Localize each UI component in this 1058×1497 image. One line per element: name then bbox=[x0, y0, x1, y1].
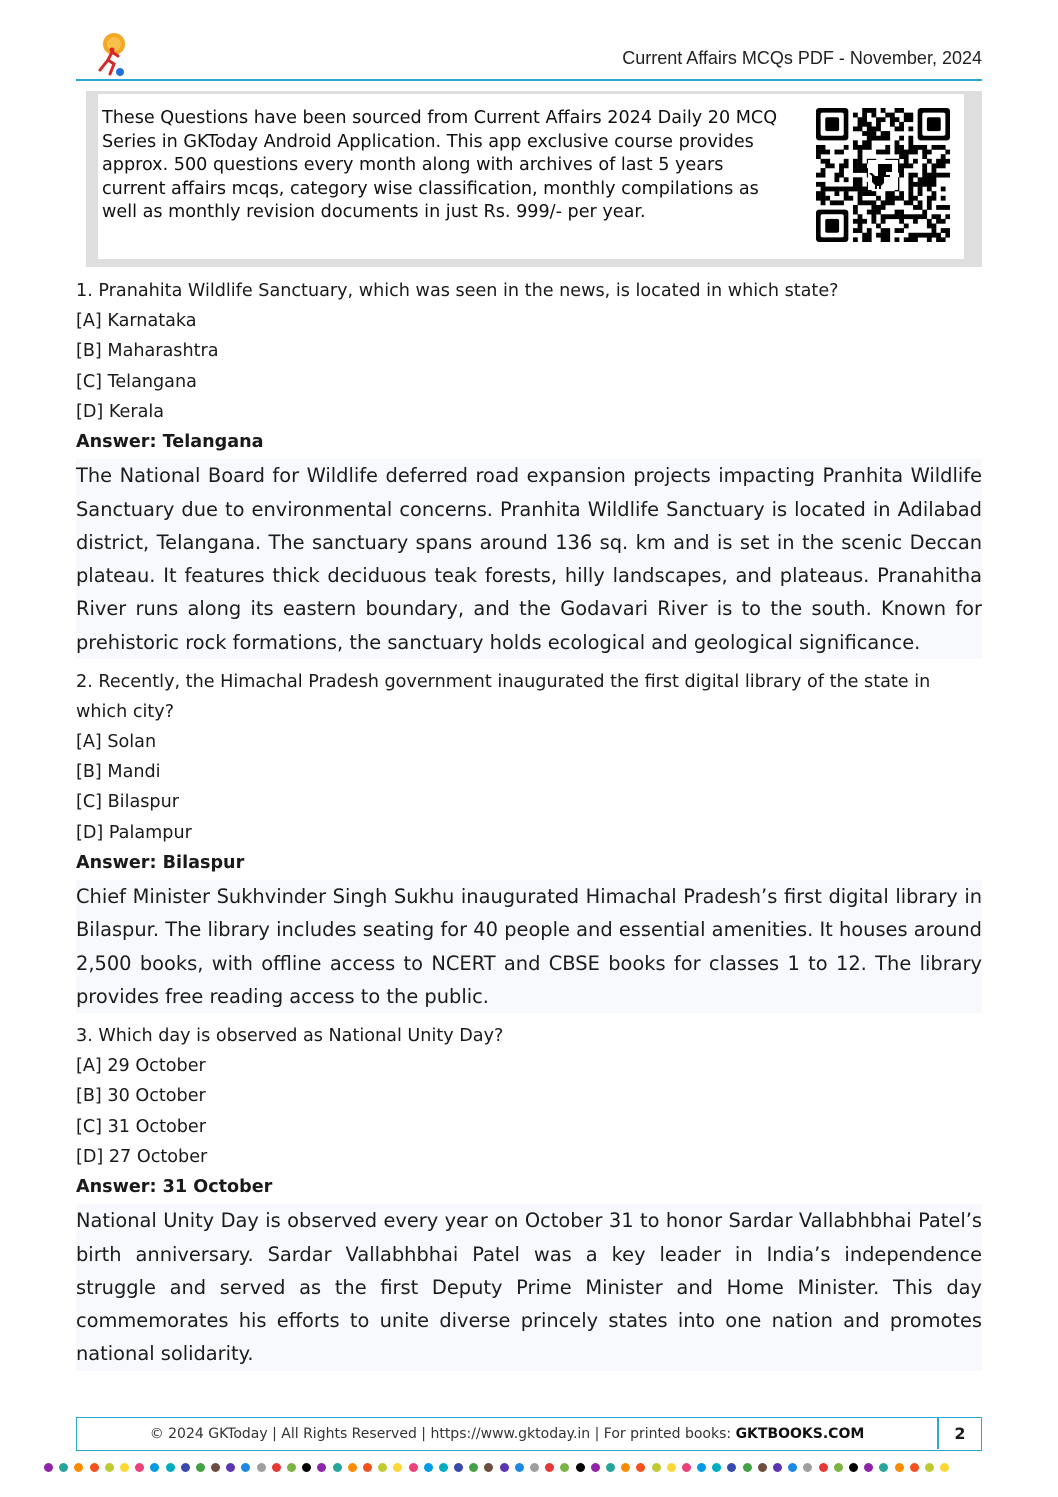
questions-list bbox=[76, 276, 982, 1379]
decorative-dot bbox=[530, 1463, 539, 1472]
decorative-dot bbox=[241, 1463, 250, 1472]
decorative-dot bbox=[606, 1463, 615, 1472]
decorative-dot bbox=[803, 1463, 812, 1472]
footer-copyright-text: © 2024 GKToday | All Rights Reserved | https://www.gktoday.in | For printed books: bbox=[149, 1426, 736, 1442]
decorative-dot bbox=[743, 1463, 752, 1472]
question-block bbox=[76, 667, 982, 1013]
decorative-dot bbox=[150, 1463, 159, 1472]
decorative-dot bbox=[515, 1463, 524, 1472]
decorative-dot bbox=[834, 1463, 843, 1472]
decorative-dot bbox=[302, 1463, 311, 1472]
document-title: Current Affairs MCQs PDF - November, 2024 bbox=[622, 48, 982, 68]
decorative-dot bbox=[287, 1463, 296, 1472]
intro-panel bbox=[86, 91, 982, 267]
explanation-text: The National Board for Wildlife deferred road expansion projects impacting Pranhita Wildlife Sanctuary due to environmental concerns. Pranhita Wildlife Sanctuary is located in Adilabad district, Telangana. The sanctuary spans around 136 sq. km and is set in the scenic Deccan plateau. It features thick deciduous teak forests, hilly landscapes, and plateaus. Pranahitha River runs along its eastern boundary, and the Godavari River is to the south. Known for prehistoric rock formations, the sanctuary holds ecological and geological significance. bbox=[76, 459, 982, 658]
decorative-dot bbox=[652, 1463, 661, 1472]
question-text: 3. Which day is observed as National Unity Day? bbox=[76, 1026, 504, 1046]
decorative-dot bbox=[940, 1463, 949, 1472]
decorative-dots bbox=[44, 1457, 964, 1469]
decorative-dot bbox=[727, 1463, 736, 1472]
decorative-dot bbox=[864, 1463, 873, 1472]
decorative-dot bbox=[196, 1463, 205, 1472]
decorative-dot bbox=[469, 1463, 478, 1472]
decorative-dot bbox=[454, 1463, 463, 1472]
decorative-dot bbox=[59, 1463, 68, 1472]
decorative-dot bbox=[120, 1463, 129, 1472]
decorative-dot bbox=[576, 1463, 585, 1472]
decorative-dot bbox=[758, 1463, 767, 1472]
decorative-dot bbox=[226, 1463, 235, 1472]
explanation-text: National Unity Day is observed every year on October 31 to honor Sardar Vallabhbhai Patel’s birth anniversary. Sardar Vallabhbhai Patel was a key leader in India’s independence struggle and served as the first Deputy Prime Minister and Home Minister. This day commemorates his efforts to unite diverse princely states into one nation and promotes national solidarity. bbox=[76, 1204, 982, 1370]
decorative-dot bbox=[348, 1463, 357, 1472]
decorative-dot bbox=[363, 1463, 372, 1472]
decorative-dot bbox=[879, 1463, 888, 1472]
header-divider bbox=[76, 79, 982, 81]
page-footer bbox=[76, 1417, 982, 1451]
explanation-text: Chief Minister Sukhvinder Singh Sukhu inaugurated Himachal Pradesh’s first digital library in Bilaspur. The library includes seating for 40 people and essential amenities. It houses around 2,500 books, with offline access to NCERT and CBSE books for classes 1 to 12. The library provides free reading access to the public. bbox=[76, 880, 982, 1013]
decorative-dot bbox=[682, 1463, 691, 1472]
qr-code-icon[interactable] bbox=[816, 108, 950, 242]
option-c: [C] 31 October bbox=[76, 1116, 206, 1137]
decorative-dot bbox=[181, 1463, 190, 1472]
decorative-dot bbox=[333, 1463, 342, 1472]
decorative-dot bbox=[44, 1463, 53, 1472]
decorative-dot bbox=[439, 1463, 448, 1472]
decorative-dot bbox=[895, 1463, 904, 1472]
decorative-dot bbox=[500, 1463, 509, 1472]
decorative-dot bbox=[90, 1463, 99, 1472]
option-c: [C] Bilaspur bbox=[76, 792, 179, 813]
decorative-dot bbox=[166, 1463, 175, 1472]
decorative-dot bbox=[667, 1463, 676, 1472]
decorative-dot bbox=[788, 1463, 797, 1472]
decorative-dot bbox=[819, 1463, 828, 1472]
decorative-dot bbox=[393, 1463, 402, 1472]
answer-text: Answer: Bilaspur bbox=[76, 852, 245, 873]
question-text: 1. Pranahita Wildlife Sanctuary, which was seen in the news, is located in which state? bbox=[76, 281, 839, 301]
answer-text: Answer: 31 October bbox=[76, 1177, 273, 1198]
answer-text: Answer: Telangana bbox=[76, 432, 264, 453]
footer-copyright bbox=[77, 1426, 937, 1442]
decorative-dot bbox=[257, 1463, 266, 1472]
decorative-dot bbox=[545, 1463, 554, 1472]
decorative-dot bbox=[105, 1463, 114, 1472]
decorative-dot bbox=[712, 1463, 721, 1472]
decorative-dot bbox=[591, 1463, 600, 1472]
decorative-dot bbox=[135, 1463, 144, 1472]
gktoday-logo-icon bbox=[92, 30, 132, 78]
option-d: [D] 27 October bbox=[76, 1146, 208, 1167]
question-text: 2. Recently, the Himachal Pradesh government inaugurated the first digital library of the state in which city? bbox=[76, 671, 931, 722]
option-a: [A] Karnataka bbox=[76, 311, 197, 331]
option-a: [A] Solan bbox=[76, 731, 157, 752]
page-header bbox=[76, 28, 982, 82]
decorative-dot bbox=[409, 1463, 418, 1472]
decorative-dot bbox=[925, 1463, 934, 1472]
decorative-dot bbox=[773, 1463, 782, 1472]
decorative-dot bbox=[697, 1463, 706, 1472]
decorative-dot bbox=[424, 1463, 433, 1472]
option-d: [D] Palampur bbox=[76, 822, 192, 843]
decorative-dot bbox=[560, 1463, 569, 1472]
intro-panel-inner bbox=[98, 94, 964, 259]
decorative-dot bbox=[910, 1463, 919, 1472]
page-number: 2 bbox=[954, 1424, 966, 1443]
option-b: [B] 30 October bbox=[76, 1086, 206, 1107]
option-b: [B] Maharashtra bbox=[76, 341, 219, 362]
question-block bbox=[76, 1021, 982, 1371]
intro-text: These Questions have been sourced from Current Affairs 2024 Daily 20 MCQ Series in GKToday Android Application. This app exclusive course provides approx. 500 questions every month along with archives of last 5 years current affairs mcqs, category wise classification, monthly compilations as well as monthly revision documents in just Rs. 999/- per year. bbox=[102, 108, 778, 222]
option-a: [A] 29 October bbox=[76, 1056, 206, 1076]
footer-books-link[interactable]: GKTBOOKS.COM bbox=[735, 1426, 865, 1442]
question-block bbox=[76, 276, 982, 659]
option-d: [D] Kerala bbox=[76, 401, 165, 422]
decorative-dot bbox=[636, 1463, 645, 1472]
decorative-dot bbox=[317, 1463, 326, 1472]
decorative-dot bbox=[378, 1463, 387, 1472]
decorative-dot bbox=[74, 1463, 83, 1472]
decorative-dot bbox=[211, 1463, 220, 1472]
option-c: [C] Telangana bbox=[76, 371, 197, 392]
decorative-dot bbox=[272, 1463, 281, 1472]
decorative-dot bbox=[484, 1463, 493, 1472]
decorative-dot bbox=[849, 1463, 858, 1472]
decorative-dot bbox=[621, 1463, 630, 1472]
option-b: [B] Mandi bbox=[76, 762, 161, 782]
